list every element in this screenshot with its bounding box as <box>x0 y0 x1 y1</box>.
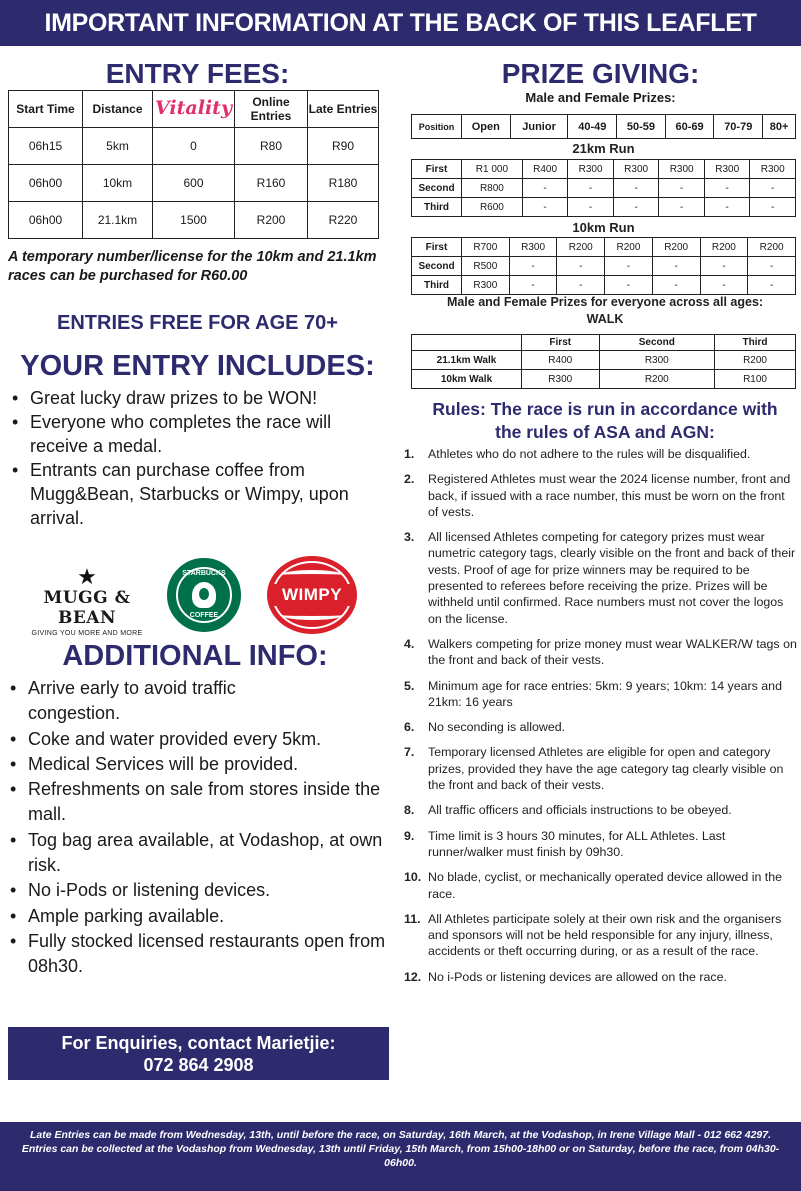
table-row <box>412 257 796 276</box>
table-cell: 1500 <box>153 202 235 239</box>
table-cell: - <box>750 179 796 198</box>
table-cell: - <box>704 198 750 217</box>
table-cell: - <box>568 179 614 198</box>
table-row <box>412 370 796 389</box>
table-row <box>9 165 379 202</box>
mugg-bean-logo <box>12 566 162 637</box>
table-cell: - <box>659 198 705 217</box>
col-40-49: 40-49 <box>568 115 617 139</box>
col-start-time: Start Time <box>9 91 83 128</box>
list-item: • Great lucky draw prizes to be WON! <box>6 386 391 410</box>
col-vitality <box>153 91 235 128</box>
list-item: 12. No i-Pods or listening devices are allowed on the race. <box>404 969 727 984</box>
walk-col-blank <box>412 335 522 351</box>
starbucks-text-bottom: COFFEE <box>189 612 219 619</box>
table-cell: R300 <box>462 276 510 295</box>
table-cell: - <box>605 257 653 276</box>
col-distance: Distance <box>83 91 153 128</box>
table-cell: 10km <box>83 165 153 202</box>
list-item: 5. Minimum age for race entries: 5km: 9 years; 10km: 14 years and 21km: 16 years <box>404 678 782 709</box>
list-item: • Entrants can purchase coffee from Mugg&Bean, Starbucks or Wimpy, upon arrival. <box>6 458 391 530</box>
rule-text: Walkers competing for prize money must wear WALKER/W tags on the front and back of their vests. <box>428 636 797 668</box>
list-item: • Ample parking available. <box>4 904 396 929</box>
table-cell: - <box>613 198 659 217</box>
table-cell: R200 <box>605 238 653 257</box>
list-item: 3. All licensed Athletes competing for category prizes must wear numetric category tags, clearly visible on the front and back of their vests. Proof of age for prize winners may be required to be presented to referees before receiving the prize. Prizes will be withheld until confirmed. Race numbers must not cover the logos on the license. <box>404 530 796 626</box>
enquiries-label: For Enquiries, contact Marietjie: <box>61 1033 336 1053</box>
table-cell: R300 <box>599 351 715 370</box>
table-cell: Second <box>412 257 462 276</box>
table-cell: Third <box>412 276 462 295</box>
rule-text: No blade, cyclist, or mechanically operated device allowed in the race. <box>428 870 783 901</box>
table-cell: R200 <box>599 370 715 389</box>
table-cell: - <box>568 198 614 217</box>
temp-license-note: A temporary number/license for the 10km and 21.1km races can be purchased for R60.00 <box>8 249 377 284</box>
col-60-69: 60-69 <box>665 115 714 139</box>
mugg-bean-name: MUGG & BEAN <box>43 588 131 628</box>
table-cell: 600 <box>153 165 235 202</box>
table-cell: - <box>700 257 748 276</box>
run21-title: 21km Run <box>572 141 635 156</box>
free-entry-note: ENTRIES FREE FOR AGE 70+ <box>57 312 338 334</box>
table-cell: R200 <box>652 238 700 257</box>
rule-text: All traffic officers and officials instructions to be obeyed. <box>428 803 732 818</box>
list-item: • Everyone who completes the race will receive a medal. <box>6 410 391 458</box>
table-cell: - <box>652 276 700 295</box>
list-item: • Arrive early to avoid traffic congestion. <box>4 676 396 727</box>
table-cell: R200 <box>748 238 796 257</box>
list-item: 8. All traffic officers and officials instructions to be obeyed. <box>404 803 732 818</box>
col-80-plus: 80+ <box>763 115 796 139</box>
enquiries-box <box>8 1027 389 1080</box>
table-cell: R200 <box>235 202 308 239</box>
run10-title: 10km Run <box>572 220 635 235</box>
table-cell: - <box>522 198 568 217</box>
table-cell: R300 <box>613 160 659 179</box>
col-50-59: 50-59 <box>617 115 666 139</box>
table-cell: R1 000 <box>462 160 523 179</box>
table-cell: First <box>412 238 462 257</box>
prize-giving-title: PRIZE GIVING: <box>501 58 700 89</box>
entry-fees-title: ENTRY FEES: <box>105 58 290 89</box>
table-cell: 06h15 <box>9 128 83 165</box>
table-cell: 0 <box>153 128 235 165</box>
entry-fees-table <box>8 90 379 239</box>
list-item: 7. Temporary licensed Athletes are eligible for open and category prizes, provided they have the age category tag clearly visible on the front and back of their vests. <box>404 745 784 793</box>
enquiries-phone: 072 864 2908 <box>143 1055 254 1075</box>
table-cell: R300 <box>522 370 600 389</box>
additional-info-title: ADDITIONAL INFO: <box>62 640 328 672</box>
right-column <box>400 46 801 1122</box>
table-row <box>412 198 796 217</box>
table-cell: 06h00 <box>9 202 83 239</box>
table-cell: 10km Walk <box>412 370 522 389</box>
table-row <box>9 202 379 239</box>
list-item: 1. Athletes who do not adhere to the rules will be disqualified. <box>404 447 751 461</box>
table-row <box>412 160 796 179</box>
rule-text: No i-Pods or listening devices are allowed on the race. <box>428 969 727 984</box>
siren-icon <box>192 582 216 608</box>
table-cell: - <box>605 276 653 295</box>
run21-table <box>411 159 796 217</box>
list-item: • Refreshments on sale from stores inside the mall. <box>4 777 396 828</box>
table-cell: R300 <box>750 160 796 179</box>
table-cell: R300 <box>659 160 705 179</box>
rule-text: No seconding is allowed. <box>428 720 566 735</box>
rules-title: Rules: The race is run in accordance with the rules of ASA and AGN: <box>432 399 778 442</box>
list-item: 10. No blade, cyclist, or mechanically operated device allowed in the race. <box>404 870 783 901</box>
sponsor-logos <box>12 552 392 638</box>
list-item: • Coke and water provided every 5km. <box>4 727 396 752</box>
list-item: 9. Time limit is 3 hours 30 minutes, for ALL Athletes. Last runner/walker must finish by 09h30. <box>404 828 726 859</box>
entry-includes-title: YOUR ENTRY INCLUDES: <box>20 350 375 382</box>
table-cell: - <box>652 257 700 276</box>
table-cell: 21.1km <box>83 202 153 239</box>
prize-columns-table <box>411 114 796 139</box>
table-cell: 21.1km Walk <box>412 351 522 370</box>
rules-list <box>404 446 798 985</box>
table-cell: - <box>509 276 557 295</box>
starbucks-text-top: STARBUCKS <box>182 570 226 577</box>
table-cell: - <box>750 198 796 217</box>
table-cell: - <box>704 179 750 198</box>
table-cell: R180 <box>308 165 379 202</box>
table-cell: R80 <box>235 128 308 165</box>
table-cell: - <box>613 179 659 198</box>
table-cell: 5km <box>83 128 153 165</box>
walk-title: Male and Female Prizes for everyone across all ages: WALK <box>446 295 764 326</box>
table-cell: Second <box>412 179 462 198</box>
table-cell: R90 <box>308 128 379 165</box>
vitality-logo: Vitality <box>155 97 232 119</box>
table-cell: R600 <box>462 198 523 217</box>
table-cell: R160 <box>235 165 308 202</box>
walk-col-third: Third <box>715 335 796 351</box>
rule-text: Time limit is 3 hours 30 minutes, for ALL Athletes. Last runner/walker must finish by 09h30. <box>428 828 726 859</box>
table-cell: - <box>557 257 605 276</box>
list-item: • Fully stocked licensed restaurants open from 08h30. <box>4 929 396 980</box>
table-cell: R700 <box>462 238 510 257</box>
table-cell: R500 <box>462 257 510 276</box>
additional-info-list <box>4 676 396 980</box>
list-item: • Medical Services will be provided. <box>4 752 396 777</box>
list-item: • No i-Pods or listening devices. <box>4 878 396 903</box>
table-cell: - <box>748 276 796 295</box>
table-cell: - <box>509 257 557 276</box>
table-row <box>412 179 796 198</box>
list-item: 4. Walkers competing for prize money must wear WALKER/W tags on the front and back of their vests. <box>404 636 797 668</box>
table-cell: - <box>659 179 705 198</box>
footer <box>0 1122 801 1191</box>
rule-text: Registered Athletes must wear the 2024 license number, front and back, if issued with a race number, this must be worn on the front of vests. <box>428 472 791 519</box>
list-item: • Tog bag area available, at Vodashop, at own risk. <box>4 828 396 879</box>
col-online: Online Entries <box>235 91 308 128</box>
table-cell: R200 <box>700 238 748 257</box>
rule-text: All Athletes participate solely at their own risk and the organisers and sponsors will not be held responsible for any injury, illness, accidents or theft occurring during, or as a result of the race. <box>428 911 782 959</box>
table-cell: R400 <box>522 160 568 179</box>
table-cell: R100 <box>715 370 796 389</box>
table-cell: R300 <box>509 238 557 257</box>
table-cell: R200 <box>557 238 605 257</box>
entry-includes-list <box>6 386 391 530</box>
col-junior: Junior <box>510 115 568 139</box>
table-cell: - <box>522 179 568 198</box>
rule-text: Minimum age for race entries: 5km: 9 years; 10km: 14 years and 21km: 16 years <box>428 678 782 709</box>
walk-col-second: Second <box>599 335 715 351</box>
table-cell: Third <box>412 198 462 217</box>
starbucks-logo <box>167 558 241 632</box>
table-cell: R200 <box>715 351 796 370</box>
run10-table <box>411 237 796 295</box>
col-open: Open <box>462 115 511 139</box>
table-row <box>412 276 796 295</box>
walk-col-first: First <box>522 335 600 351</box>
wimpy-text: WIMPY <box>271 584 353 606</box>
list-item: 2. Registered Athletes must wear the 2024 license number, front and back, if issued with a race number, this must be worn on the front of vests. <box>404 472 791 519</box>
rule-text: Athletes who do not adhere to the rules will be disqualified. <box>428 447 751 461</box>
table-cell: - <box>700 276 748 295</box>
list-item: 11. All Athletes participate solely at their own risk and the organisers and sponsors will not be held responsible for any injury, illness, accidents or theft occurring during, or as a result of the race. <box>404 911 782 959</box>
prize-subtitle: Male and Female Prizes: <box>525 90 676 105</box>
star-icon: ★ <box>77 564 97 589</box>
table-cell: R300 <box>568 160 614 179</box>
footer-collection: Entries can be collected at the Vodashop from Wednesday, 13th until Friday, 15th March, from 15h00-18h00 or on Saturday, before the race, from 04h30-06h00. <box>21 1143 780 1169</box>
table-cell: First <box>412 160 462 179</box>
walk-table <box>411 334 796 389</box>
left-column <box>0 46 400 1122</box>
table-row <box>412 351 796 370</box>
list-item: 6. No seconding is allowed. <box>404 720 566 735</box>
col-position: Position <box>412 115 462 139</box>
col-70-79: 70-79 <box>714 115 763 139</box>
footer-late-entries: Late Entries can be made from Wednesday, 13th, until before the race, on Saturday, 16th March, at the Vodashop, in Irene Village Mall - 012 662 4297. <box>29 1129 772 1141</box>
table-cell: - <box>557 276 605 295</box>
table-row <box>412 238 796 257</box>
table-cell: - <box>748 257 796 276</box>
rule-text: Temporary licensed Athletes are eligible for open and category prizes, provided they have the age category tag clearly visible on the front and back of their vests. <box>428 745 784 793</box>
table-cell: R800 <box>462 179 523 198</box>
wimpy-logo <box>267 556 357 634</box>
top-banner: IMPORTANT INFORMATION AT THE BACK OF THIS LEAFLET <box>0 0 801 46</box>
rule-text: All licensed Athletes competing for category prizes must wear numetric category tags, clearly visible on the front and back of their vests. Proof of age for prize winners may be required to be presented to referees before receiving the prize. Prizes will be withheld until confirmed. Race numbers must not cover the logos on the license. <box>428 530 796 626</box>
table-cell: 06h00 <box>9 165 83 202</box>
table-row <box>9 128 379 165</box>
table-cell: R300 <box>704 160 750 179</box>
table-cell: R220 <box>308 202 379 239</box>
col-late: Late Entries <box>308 91 379 128</box>
mugg-bean-tagline: GIVING YOU MORE AND MORE <box>31 630 143 637</box>
table-cell: R400 <box>522 351 600 370</box>
